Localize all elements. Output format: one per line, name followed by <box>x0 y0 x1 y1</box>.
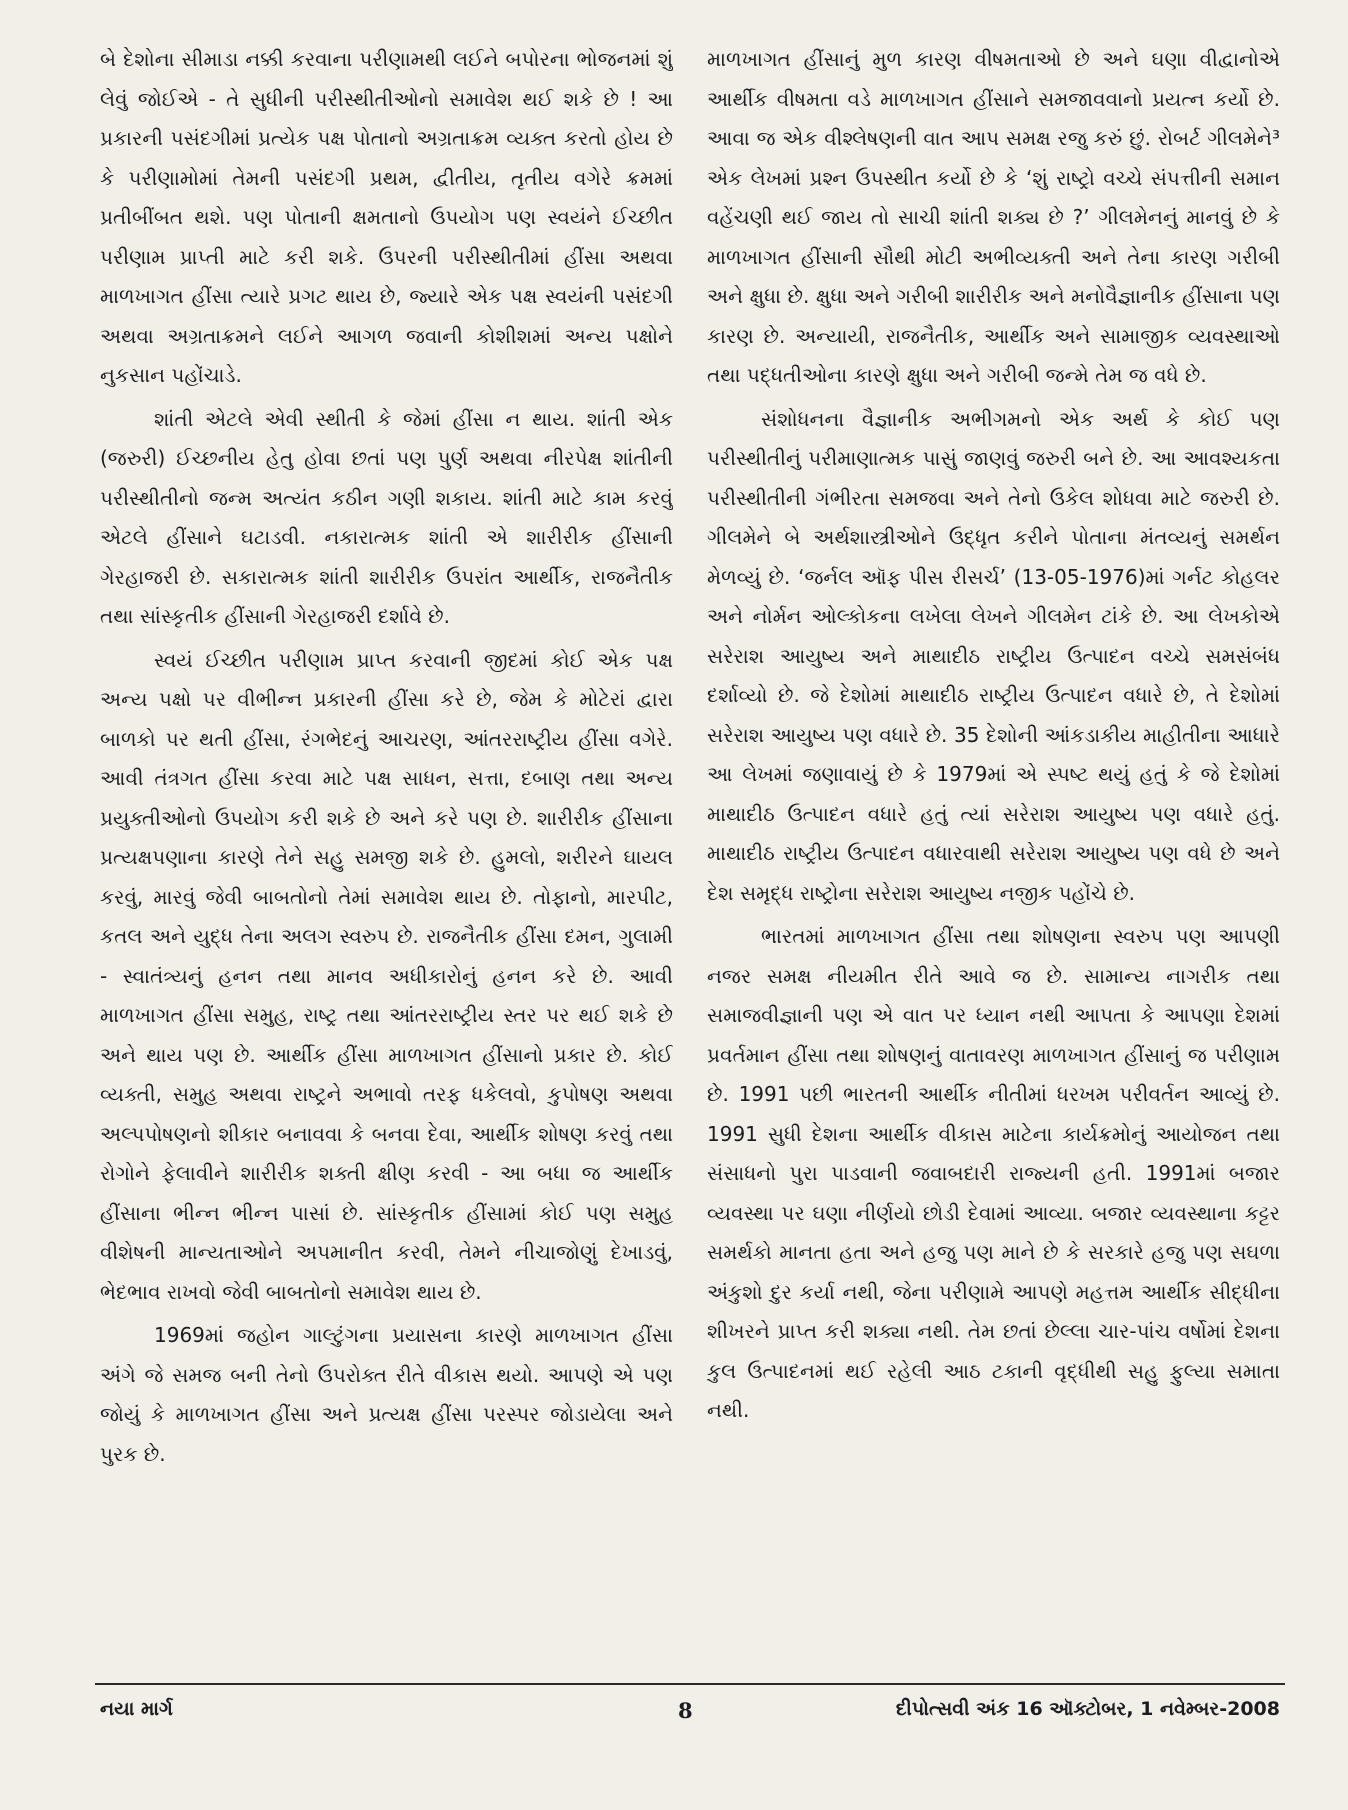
paragraph: 1969માં જહોન ગાલ્ટુંગના પ્રયાસના કારણે માળખાગત હીંસા અંગે જે સમજ બની તેનો ઉપરોક્ત રીતે વીકાસ થયો. આપણે એ પણ જોયું કે માળખાગત હીંસા અને પ્રત્યક્ષ હીંસા પરસ્પર જોડાયેલા અને પુરક છે. <box>100 1323 673 1466</box>
page-footer <box>100 1692 1280 1732</box>
footer-divider <box>95 1683 1285 1685</box>
paragraph: સંશોધનના વૈજ્ઞાનીક અભીગમનો એક અર્થ કે કોઈ પણ પરીસ્થીતીનું પરીમાણાત્મક પાસું જાણવું જરુરી બને છે. આ આવશ્યકતા પરીસ્થીતીની ગંભીરતા સમજવા અને તેનો ઉકેલ શોધવા માટે જરુરી છે. ગીલમેને બે અર્થશાસ્ત્રીઓને ઉદ્ધૃત કરીને પોતાના મંતવ્યનું સમર્થન મેળવ્યું છે. ‘જર્નલ ઑફ પીસ રીસર્ચ’ (13-05-1976)માં ગર્નટ કોહલર અને નોર્મન ઓલ્કોકના લખેલા લેખને ગીલમેન ટાંકે છે. આ લેખકોએ સરેરાશ આયુષ્ય અને માથાદીઠ રાષ્ટ્રીય ઉત્પાદન વચ્ચે સમસંબંધ દર્શાવ્યો છે. જે દેશોમાં માથાદીઠ રાષ્ટ્રીય ઉત્પાદન વધારે છે, તે દેશોમાં સરેરાશ આયુષ્ય પણ વધારે છે. 35 દેશોની આંકડાકીય માહીતીના આધારે આ લેખમાં જણાવાયું છે કે 1979માં એ સ્પષ્ટ થયું હતું કે જે દેશોમાં માથાદીઠ ઉત્પાદન વધારે હતું ત્યાં સરેરાશ આયુષ્ય પણ વધારે હતું. માથાદીઠ રાષ્ટ્રીય ઉત્પાદન વધારવાથી સરેરાશ આયુષ્ય પણ વધે છે અને દેશ સમૃદ્ધ રાષ્ટ્રોના સરેરાશ આયુષ્ય નજીક પહોંચે છે. <box>707 406 1280 905</box>
page-number: 8 <box>678 1698 693 1723</box>
paragraph: માળખાગત હીંસાનું મુળ કારણ વીષમતાઓ છે અને ઘણા વીદ્વાનોએ આર્થીક વીષમતા વડે માળખાગત હીંસાને સમજાવવાનો પ્રયત્ન કર્યો છે. આવા જ એક વીશ્લેષણની વાત આપ સમક્ષ રજુ કરું છું. રોબર્ટ ગીલમેને³ એક લેખમાં પ્રશ્ન ઉપસ્થીત કર્યો છે કે ‘શું રાષ્ટ્રો વચ્ચે સંપત્તીની સમાન વહેંચણી થઈ જાય તો સાચી શાંતી શક્ય છે ?’ ગીલમેનનું માનવું છે કે માળખાગત હીંસાની સૌથી મોટી અભીવ્યક્તી અને તેના કારણ ગરીબી અને ક્ષુધા છે. ક્ષુધા અને ગરીબી શારીરીક અને મનોવૈજ્ઞાનીક હીંસાના પણ કારણ છે. અન્યાયી, રાજનૈતીક, આર્થીક અને સામાજીક વ્યવસ્થાઓ તથા પદ્ધતીઓના કારણે ક્ષુધા અને ગરીબી જન્મે તેમ જ વધે છે. <box>707 47 1280 387</box>
paragraph: સ્વયં ઈચ્છીત પરીણામ પ્રાપ્ત કરવાની જીદમાં કોઈ એક પક્ષ અન્ય પક્ષો પર વીભીન્ન પ્રકારની હીંસા કરે છે, જેમ કે મોટેરાં દ્વારા બાળકો પર થતી હીંસા, રંગભેદનું આચરણ, આંતરરાષ્ટ્રીય હીંસા વગેરે. આવી તંત્રગત હીંસા કરવા માટે પક્ષ સાધન, સત્તા, દબાણ તથા અન્ય પ્રયુક્તીઓનો ઉપયોગ કરી શકે છે અને કરે પણ છે. શારીરીક હીંસાના પ્રત્યક્ષપણાના કારણે તેને સહુ સમજી શકે છે. હુમલો, શરીરને ઘાયલ કરવું, મારવું જેવી બાબતોનો તેમાં સમાવેશ થાય છે. તોફાનો, મારપીટ, કતલ અને યુદ્ધ તેના અલગ સ્વરુપ છે. રાજનૈતીક હીંસા દમન, ગુલામી - સ્વાતંત્ર્યનું હનન તથા માનવ અધીકારોનું હનન કરે છે. આવી માળખાગત હીંસા સમુહ, રાષ્ટ્ર તથા આંતરરાષ્ટ્રીય સ્તર પર થઈ શકે છે અને થાય પણ છે. આર્થીક હીંસા માળખાગત હીંસાનો પ્રકાર છે. કોઈ વ્યક્તી, સમુહ અથવા રાષ્ટ્રને અભાવો તરફ ધકેલવો, કુપોષણ અથવા અલ્પપોષણનો શીકાર બનાવવા કે બનવા દેવા, આર્થીક શોષણ કરવું તથા રોગોને ફેલાવીને શારીરીક શક્તી ક્ષીણ કરવી - આ બધા જ આર્થીક હીંસાના ભીન્ન ભીન્ન પાસાં છે. સાંસ્કૃતીક હીંસામાં કોઈ પણ સમુહ વીશેષની માન્યતાઓને અપમાનીત કરવી, તેમને નીચાજોણું દેખાડવું, ભેદભાવ રાખવો જેવી બાબતોનો સમાવેશ થાય છે. <box>100 647 673 1304</box>
publication-name: નયા માર્ગ <box>100 1698 173 1720</box>
paragraph: બે દેશોના સીમાડા નક્કી કરવાના પરીણામથી લઈને બપોરના ભોજનમાં શું લેવું જોઈએ - તે સુધીની પરીસ્થીતીઓનો સમાવેશ થઈ શકે છે ! આ પ્રકારની પસંદગીમાં પ્રત્યેક પક્ષ પોતાનો અગ્રતાક્રમ વ્યક્ત કરતો હોય છે કે પરીણામોમાં તેમની પસંદગી પ્રથમ, દ્વીતીય, તૃતીય વગેરે ક્રમમાં પ્રતીબીંબત થશે. પણ પોતાની ક્ષમતાનો ઉપયોગ પણ સ્વયંને ઈચ્છીત પરીણામ પ્રાપ્તી માટે કરી શકે. ઉપરની પરીસ્થીતીમાં હીંસા અથવા માળખાગત હીંસા ત્યારે પ્રગટ થાય છે, જ્યારે એક પક્ષ સ્વયંની પસંદગી અથવા અગ્રતાક્રમને લઈને આગળ જવાની કોશીશમાં અન્ય પક્ષોને નુકસાન પહોંચાડે. <box>100 47 673 387</box>
paragraph: ભારતમાં માળખાગત હીંસા તથા શોષણના સ્વરુપ પણ આપણી નજર સમક્ષ નીયમીત રીતે આવે જ છે. સામાન્ય નાગરીક તથા સમાજવીજ્ઞાની પણ એ વાત પર ધ્યાન નથી આપતા કે આપણા દેશમાં પ્રવર્તમાન હીંસા તથા શોષણનું વાતાવરણ માળખાગત હીંસાનું જ પરીણામ છે. 1991 પછી ભારતની આર્થીક નીતીમાં ધરખમ પરીવર્તન આવ્યું છે. 1991 સુધી દેશના આર્થીક વીકાસ માટેના કાર્યક્રમોનું આયોજન તથા સંસાધનો પુરા પાડવાની જવાબદારી રાજ્યની હતી. 1991માં બજાર વ્યવસ્થા પર ઘણા નીર્ણયો છોડી દેવામાં આવ્યા. બજાર વ્યવસ્થાના કટ્ટર સમર્થકો માનતા હતા અને હજુ પણ માને છે કે સરકારે હજુ પણ સઘળા અંકુશો દુર કર્યા નથી, જેના પરીણામે આપણે મહત્તમ આર્થીક સીદ્ધીના શીખરને પ્રાપ્ત કરી શક્યા નથી. તેમ છતાં છેલ્લા ચાર-પાંચ વર્ષોમાં દેશના કુલ ઉત્પાદનમાં થઈ રહેલી આઠ ટકાની વૃદ્ધીથી સહુ ફુલ્યા સમાતા નથી. <box>707 924 1280 1422</box>
right-column <box>707 40 1280 1670</box>
left-column <box>100 40 673 1670</box>
article-body <box>100 40 1280 1670</box>
issue-date: દીપોત્સવી અંક 16 ઑક્ટોબર, 1 નવેમ્બર-2008 <box>895 1698 1280 1720</box>
paragraph: શાંતી એટલે એવી સ્થીતી કે જેમાં હીંસા ન થાય. શાંતી એક (જરુરી) ઈચ્છનીય હેતુ હોવા છતાં પણ પુર્ણ અથવા નીરપેક્ષ શાંતીની પરીસ્થીતીનો જન્મ અત્યંત કઠીન ગણી શકાય. શાંતી માટે કામ કરવું એટલે હીંસાને ઘટાડવી. નકારાત્મક શાંતી એ શારીરીક હીંસાની ગેરહાજરી છે. સકારાત્મક શાંતી શારીરીક ઉપરાંત આર્થીક, રાજનૈતીક તથા સાંસ્કૃતીક હીંસાની ગેરહાજરી દર્શાવે છે. <box>100 406 673 628</box>
